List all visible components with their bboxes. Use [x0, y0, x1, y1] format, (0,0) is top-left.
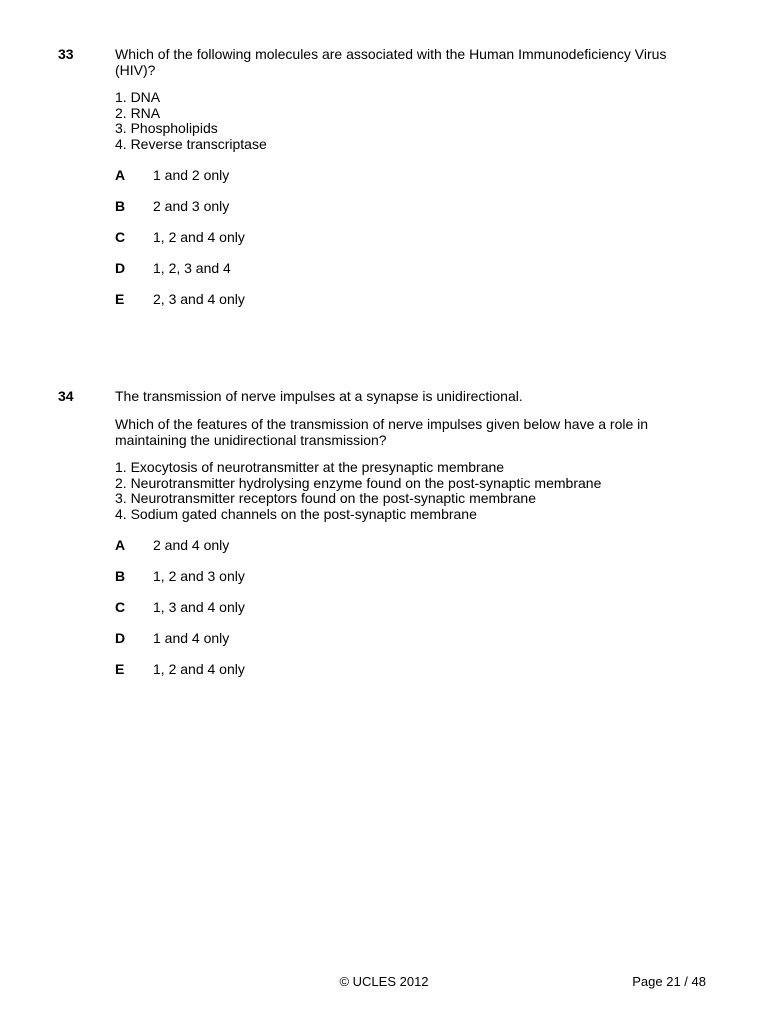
option-text: 1, 3 and 4 only [153, 599, 245, 615]
option-letter: C [115, 599, 126, 615]
statement-item: 4. Sodium gated channels on the post-synaptic membrane [115, 505, 477, 522]
option-text: 1, 2 and 3 only [153, 568, 245, 584]
statement-item: 1. Exocytosis of neurotransmitter at the presynaptic membrane [115, 459, 505, 475]
statement-list [115, 460, 695, 522]
answer-options [115, 167, 695, 307]
answer-option-d [115, 260, 695, 276]
option-text: 1, 2 and 4 only [153, 661, 245, 677]
option-letter: D [115, 260, 126, 276]
option-letter: B [115, 198, 126, 214]
statement-item: 2. RNA [115, 104, 161, 121]
option-letter: B [115, 568, 126, 584]
answer-option-c [115, 599, 695, 615]
answer-options [115, 537, 695, 677]
question-body [115, 46, 695, 322]
answer-option-e [115, 661, 695, 677]
question-stem: Which of the following molecules are associated with the Human Immunodeficiency Virus (HIV)? [115, 46, 667, 78]
option-text: 1, 2, 3 and 4 [153, 260, 231, 276]
question-number: 33 [58, 46, 74, 62]
answer-option-b [115, 568, 695, 584]
option-text: 1 and 4 only [153, 630, 230, 646]
option-text: 2 and 3 only [153, 198, 230, 214]
statement-list [115, 90, 695, 152]
option-text: 1, 2 and 4 only [153, 229, 245, 245]
option-letter: E [115, 291, 125, 307]
option-text: 2 and 4 only [153, 537, 230, 553]
question-number: 34 [58, 388, 74, 404]
statement-item: 3. Phospholipids [115, 120, 218, 136]
answer-option-b [115, 198, 695, 214]
footer-page-number: Page 21 / 48 [632, 974, 706, 989]
question-stem: Which of the features of the transmission of nerve impulses given below have a role in maintaining the unidirectional transmission? [115, 416, 649, 448]
option-text: 2, 3 and 4 only [153, 291, 245, 307]
option-letter: A [115, 167, 126, 183]
statement-item: 3. Neurotransmitter receptors found on the post-synaptic membrane [115, 490, 536, 506]
answer-option-c [115, 229, 695, 245]
footer-copyright: © UCLES 2012 [339, 974, 429, 989]
option-text: 1 and 2 only [153, 167, 230, 183]
answer-option-e [115, 291, 695, 307]
statement-item: 4. Reverse transcriptase [115, 135, 267, 152]
option-letter: A [115, 537, 126, 553]
option-letter: C [115, 229, 126, 245]
question-body [115, 388, 695, 692]
option-letter: D [115, 630, 126, 646]
question-stem: The transmission of nerve impulses at a synapse is unidirectional. [115, 388, 523, 404]
answer-option-a [115, 167, 695, 183]
answer-option-d [115, 630, 695, 646]
statement-item: 2. Neurotransmitter hydrolysing enzyme found on the post-synaptic membrane [115, 474, 602, 491]
answer-option-a [115, 537, 695, 553]
statement-item: 1. DNA [115, 89, 161, 105]
option-letter: E [115, 661, 125, 677]
